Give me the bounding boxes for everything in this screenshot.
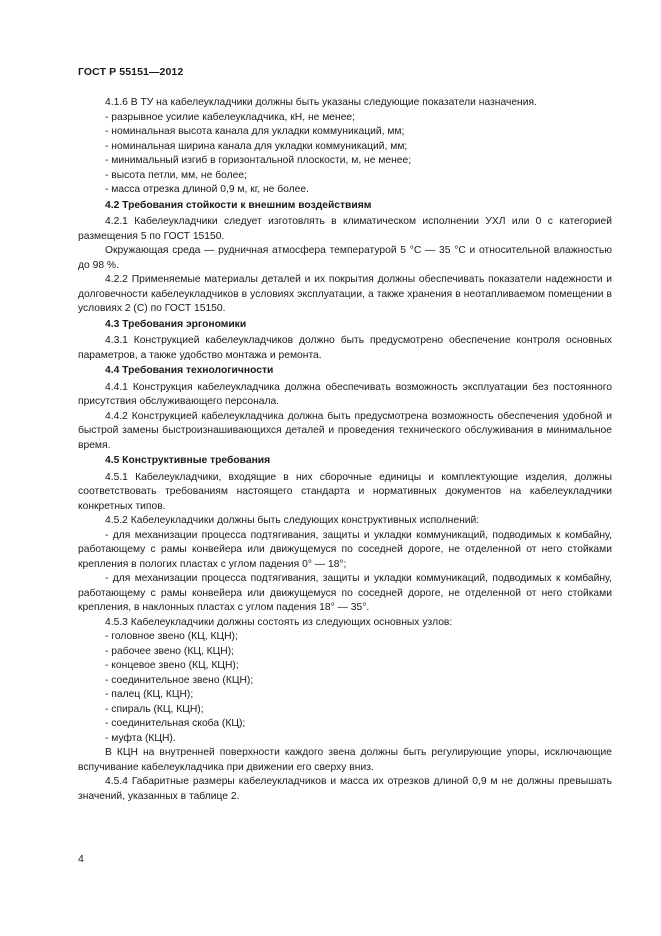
paragraph: 4.1.6 В ТУ на кабелеукладчики должны быть указаны следующие показатели назначения. — [105, 97, 537, 108]
paragraph: 4.4.1 Конструкция кабелеукладчика должна обеспечивать возможность эксплуатации без постоянного присутствия обслуживающего персонала. — [78, 381, 612, 407]
list-item: - спираль (КЦ, КЦН); — [105, 703, 204, 715]
list-item: - рабочее звено (КЦ, КЦН); — [105, 645, 235, 657]
paragraph: 4.5.4 Габаритные размеры кабелеукладчиков и масса их отрезков длиной 0,9 м не должны превышать значений, указанных в таблице 2. — [78, 776, 612, 802]
list-item: - номинальная ширина канала для укладки коммуникаций, мм; — [105, 140, 408, 152]
paragraph: 4.2.2 Применяемые материалы деталей и их покрытия должны обеспечивать показатели надежности и долговечности кабелеукладчиков в условиях эксплуатации, а также хранения в неотапливаемом помещении в условиях 2 (С) по ГОСТ 15150. — [78, 274, 612, 314]
paragraph: 4.5.1 Кабелеукладчики, входящие в них сборочные единицы и комплектующие изделия, должны соответствовать требованиям настоящего стандарта и нормативных документов на кабелеукладчики конкретных типов. — [78, 471, 612, 512]
list-item: - минимальный изгиб в горизонтальной плоскости, м, не менее; — [105, 155, 412, 166]
paragraph: - для механизации процесса подтягивания, защиты и укладки коммуникаций, подводимых к комбайну, работающему с рамы конвейера или движущемуся по соседней дороге, не отделенной от него стойками крепления в пологих пластах с углом падения 0° — 18°; — [78, 529, 612, 570]
paragraph: 4.4.2 Конструкцией кабелеукладчика должна быть предусмотрена возможность обеспечения удобной и быстрой замены быстроизнашивающихся деталей и проведения технического обслуживания в минимальное время. — [78, 410, 612, 451]
page-number: 4 — [78, 853, 84, 865]
list-item: - разрывное усилие кабелеукладчика, кН, не менее; — [105, 111, 356, 123]
list-item: - муфта (КЦН). — [105, 732, 176, 744]
list-item: - палец (КЦ, КЦН); — [105, 689, 194, 700]
section-heading: 4.5 Конструктивные требования — [105, 455, 271, 466]
section-heading: 4.3 Требования эргономики — [105, 318, 247, 330]
list-item: - головное звено (КЦ, КЦН); — [105, 631, 238, 642]
list-item: - номинальная высота канала для укладки коммуникаций, мм; — [105, 126, 405, 137]
list-item: - высота петли, мм, не более; — [105, 169, 247, 181]
paragraph: 4.3.1 Конструкцией кабелеукладчиков должно быть предусмотрено обеспечение контроля основных параметров, а также удобство монтажа и ремонта. — [78, 335, 612, 361]
paragraph: - для механизации процесса подтягивания, защиты и укладки коммуникаций, подводимых к комбайну, работающему с рамы конвейера или движущемуся по соседней дороге, не отделенной от него стойками крепления, в наклонных пластах с углом падения 18° — 35°. — [78, 573, 612, 613]
list-item: - концевое звено (КЦ, КЦН); — [105, 660, 239, 671]
document-header: ГОСТ Р 55151—2012 — [78, 66, 184, 78]
paragraph: В КЦН на внутренней поверхности каждого звена должны быть регулирующие упоры, исключающие вспучивание кабелеукладчика при движении его сверху вниз. — [78, 747, 612, 773]
paragraph: 4.5.3 Кабелеукладчики должны состоять из следующих основных узлов: — [105, 616, 453, 628]
paragraph: 4.2.1 Кабелеукладчики следует изготовлять в климатическом исполнении УХЛ или 0 с категорией размещения 5 по ГОСТ 15150. — [78, 216, 612, 242]
list-item: - масса отрезка длиной 0,9 м, кг, не более. — [105, 184, 309, 195]
document-body — [78, 96, 612, 804]
list-item: - соединительное звено (КЦН); — [105, 674, 254, 686]
paragraph: Окружающая среда — рудничная атмосфера температурой 5 °С — 35 °С и относительной влажностью до 98 %. — [78, 245, 612, 271]
paragraph: 4.5.2 Кабелеукладчики должны быть следующих конструктивных исполнений: — [105, 515, 480, 526]
section-heading: 4.2 Требования стойкости к внешним воздействиям — [105, 199, 372, 211]
list-item: - соединительная скоба (КЦ); — [105, 718, 246, 729]
section-heading: 4.4 Требования технологичности — [105, 365, 274, 376]
